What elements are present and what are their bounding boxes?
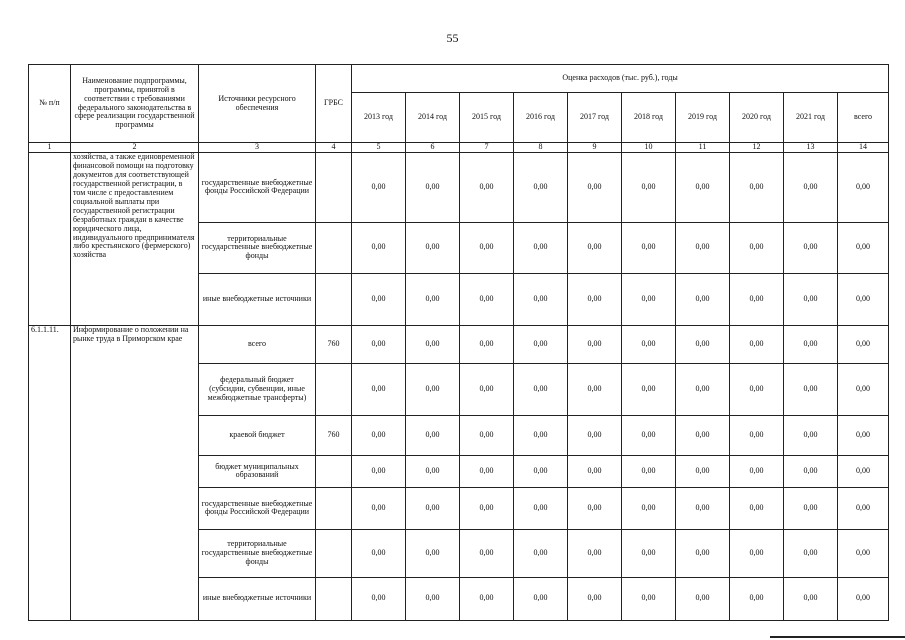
- header-year: 2017 год: [568, 93, 622, 143]
- column-index: 1: [29, 143, 71, 153]
- amount-cell: 0,00: [514, 222, 568, 273]
- amount-cell: 0,00: [460, 363, 514, 415]
- row-number: 6.1.1.11.: [29, 325, 71, 620]
- funding-source: бюджет муниципальных образований: [199, 455, 316, 487]
- amount-cell: 0,00: [568, 325, 622, 363]
- header-year: 2014 год: [406, 93, 460, 143]
- amount-cell: 0,00: [838, 152, 889, 222]
- amount-cell: 0,00: [676, 363, 730, 415]
- funding-source: всего: [199, 325, 316, 363]
- amount-cell: 0,00: [730, 529, 784, 577]
- header-year: всего: [838, 93, 889, 143]
- amount-cell: 0,00: [568, 152, 622, 222]
- amount-cell: 0,00: [568, 455, 622, 487]
- amount-cell: 0,00: [514, 529, 568, 577]
- amount-cell: 0,00: [622, 455, 676, 487]
- table-row: [29, 325, 889, 363]
- column-index: 14: [838, 143, 889, 153]
- amount-cell: 0,00: [460, 487, 514, 529]
- column-index: 4: [316, 143, 352, 153]
- amount-cell: 0,00: [676, 577, 730, 620]
- amount-cell: 0,00: [352, 415, 406, 455]
- header-year: 2013 год: [352, 93, 406, 143]
- amount-cell: 0,00: [460, 455, 514, 487]
- amount-cell: 0,00: [460, 152, 514, 222]
- amount-cell: 0,00: [352, 325, 406, 363]
- amount-cell: 0,00: [784, 273, 838, 325]
- amount-cell: 0,00: [406, 415, 460, 455]
- amount-cell: 0,00: [676, 415, 730, 455]
- amount-cell: 0,00: [784, 222, 838, 273]
- column-index: 13: [784, 143, 838, 153]
- amount-cell: 0,00: [730, 577, 784, 620]
- column-index: 5: [352, 143, 406, 153]
- amount-cell: 0,00: [838, 273, 889, 325]
- amount-cell: 0,00: [352, 529, 406, 577]
- grbs-code: [316, 455, 352, 487]
- amount-cell: 0,00: [838, 455, 889, 487]
- amount-cell: 0,00: [838, 363, 889, 415]
- page-number: 55: [446, 31, 459, 45]
- column-index: 3: [199, 143, 316, 153]
- amount-cell: 0,00: [514, 577, 568, 620]
- amount-cell: 0,00: [730, 455, 784, 487]
- amount-cell: 0,00: [622, 222, 676, 273]
- amount-cell: 0,00: [676, 222, 730, 273]
- amount-cell: 0,00: [838, 487, 889, 529]
- funding-source: иные внебюджетные источники: [199, 577, 316, 620]
- amount-cell: 0,00: [622, 363, 676, 415]
- header-year: 2015 год: [460, 93, 514, 143]
- amount-cell: 0,00: [352, 487, 406, 529]
- grbs-code: [316, 273, 352, 325]
- amount-cell: 0,00: [622, 325, 676, 363]
- grbs-code: 760: [316, 325, 352, 363]
- header-num: № п/п: [29, 65, 71, 143]
- header-grbs: ГРБС: [316, 65, 352, 143]
- amount-cell: 0,00: [352, 273, 406, 325]
- funding-source: федеральный бюджет (субсидии, субвенции, иные межбюджетные трансферты): [199, 363, 316, 415]
- column-index: 11: [676, 143, 730, 153]
- amount-cell: 0,00: [838, 415, 889, 455]
- amount-cell: 0,00: [730, 415, 784, 455]
- amount-cell: 0,00: [730, 222, 784, 273]
- amount-cell: 0,00: [406, 152, 460, 222]
- amount-cell: 0,00: [784, 529, 838, 577]
- table-header: [29, 65, 889, 153]
- amount-cell: 0,00: [676, 455, 730, 487]
- amount-cell: 0,00: [406, 363, 460, 415]
- amount-cell: 0,00: [784, 415, 838, 455]
- grbs-code: [316, 487, 352, 529]
- grbs-code: [316, 222, 352, 273]
- amount-cell: 0,00: [352, 455, 406, 487]
- amount-cell: 0,00: [730, 487, 784, 529]
- header-year: 2021 год: [784, 93, 838, 143]
- program-name: хозяйства, а также единовременной финансовой помощи на подготовку документов для соответствующей государственной регистрации, в том числе с предоставлением социальной выплаты при государственной регистрации безработных граждан в качестве юридического лица, индивидуального предпринимателя либо крестьянского (фермерского) хозяйства: [71, 152, 199, 325]
- amount-cell: 0,00: [568, 529, 622, 577]
- amount-cell: 0,00: [622, 415, 676, 455]
- amount-cell: 0,00: [838, 325, 889, 363]
- column-index: 10: [622, 143, 676, 153]
- amount-cell: 0,00: [676, 325, 730, 363]
- grbs-code: [316, 152, 352, 222]
- amount-cell: 0,00: [460, 415, 514, 455]
- amount-cell: 0,00: [676, 529, 730, 577]
- amount-cell: 0,00: [784, 577, 838, 620]
- amount-cell: 0,00: [514, 487, 568, 529]
- amount-cell: 0,00: [676, 273, 730, 325]
- column-index: 2: [71, 143, 199, 153]
- column-index: 9: [568, 143, 622, 153]
- header-program-name: Наименование подпрограммы, программы, принятой в соответствии с требованиями федерального законодательства в сфере реализации государственной программы: [71, 65, 199, 143]
- funding-source: территориальные государственные внебюджетные фонды: [199, 529, 316, 577]
- amount-cell: 0,00: [406, 529, 460, 577]
- amount-cell: 0,00: [406, 222, 460, 273]
- table-body: [29, 152, 889, 620]
- amount-cell: 0,00: [460, 325, 514, 363]
- amount-cell: 0,00: [406, 577, 460, 620]
- amount-cell: 0,00: [406, 273, 460, 325]
- funding-source: краевой бюджет: [199, 415, 316, 455]
- amount-cell: 0,00: [352, 222, 406, 273]
- amount-cell: 0,00: [568, 487, 622, 529]
- amount-cell: 0,00: [568, 415, 622, 455]
- amount-cell: 0,00: [514, 415, 568, 455]
- amount-cell: 0,00: [514, 152, 568, 222]
- amount-cell: 0,00: [406, 487, 460, 529]
- header-source: Источники ресурсного обеспечения: [199, 65, 316, 143]
- amount-cell: 0,00: [460, 273, 514, 325]
- grbs-code: [316, 577, 352, 620]
- budget-table: [28, 64, 889, 621]
- column-index: 12: [730, 143, 784, 153]
- program-name: Информирование о положении на рынке труда в Приморском крае: [71, 325, 199, 620]
- amount-cell: 0,00: [838, 577, 889, 620]
- grbs-code: 760: [316, 415, 352, 455]
- grbs-code: [316, 363, 352, 415]
- amount-cell: 0,00: [730, 325, 784, 363]
- amount-cell: 0,00: [568, 273, 622, 325]
- amount-cell: 0,00: [460, 222, 514, 273]
- amount-cell: 0,00: [622, 487, 676, 529]
- grbs-code: [316, 529, 352, 577]
- header-year: 2018 год: [622, 93, 676, 143]
- table-row: [29, 152, 889, 222]
- funding-source: государственные внебюджетные фонды Российской Федерации: [199, 152, 316, 222]
- funding-source: государственные внебюджетные фонды Российской Федерации: [199, 487, 316, 529]
- amount-cell: 0,00: [460, 529, 514, 577]
- amount-cell: 0,00: [352, 152, 406, 222]
- amount-cell: 0,00: [730, 152, 784, 222]
- amount-cell: 0,00: [784, 487, 838, 529]
- amount-cell: 0,00: [784, 363, 838, 415]
- amount-cell: 0,00: [838, 529, 889, 577]
- amount-cell: 0,00: [514, 273, 568, 325]
- column-index: 7: [460, 143, 514, 153]
- amount-cell: 0,00: [622, 529, 676, 577]
- amount-cell: 0,00: [784, 455, 838, 487]
- amount-cell: 0,00: [838, 222, 889, 273]
- column-index: 6: [406, 143, 460, 153]
- amount-cell: 0,00: [514, 363, 568, 415]
- amount-cell: 0,00: [622, 152, 676, 222]
- amount-cell: 0,00: [568, 363, 622, 415]
- amount-cell: 0,00: [568, 577, 622, 620]
- funding-source: территориальные государственные внебюджетные фонды: [199, 222, 316, 273]
- amount-cell: 0,00: [514, 325, 568, 363]
- header-year: 2019 год: [676, 93, 730, 143]
- amount-cell: 0,00: [514, 455, 568, 487]
- header-year: 2016 год: [514, 93, 568, 143]
- amount-cell: 0,00: [568, 222, 622, 273]
- amount-cell: 0,00: [622, 577, 676, 620]
- amount-cell: 0,00: [730, 273, 784, 325]
- bottom-rule: [770, 636, 905, 638]
- amount-cell: 0,00: [622, 273, 676, 325]
- amount-cell: 0,00: [676, 487, 730, 529]
- funding-source: иные внебюджетные источники: [199, 273, 316, 325]
- amount-cell: 0,00: [352, 363, 406, 415]
- column-index: 8: [514, 143, 568, 153]
- amount-cell: 0,00: [784, 325, 838, 363]
- amount-cell: 0,00: [676, 152, 730, 222]
- header-year: 2020 год: [730, 93, 784, 143]
- amount-cell: 0,00: [460, 577, 514, 620]
- amount-cell: 0,00: [730, 363, 784, 415]
- row-number: [29, 152, 71, 325]
- amount-cell: 0,00: [406, 455, 460, 487]
- amount-cell: 0,00: [352, 577, 406, 620]
- amount-cell: 0,00: [406, 325, 460, 363]
- amount-cell: 0,00: [784, 152, 838, 222]
- header-estimate: Оценка расходов (тыс. руб.), годы: [352, 65, 889, 93]
